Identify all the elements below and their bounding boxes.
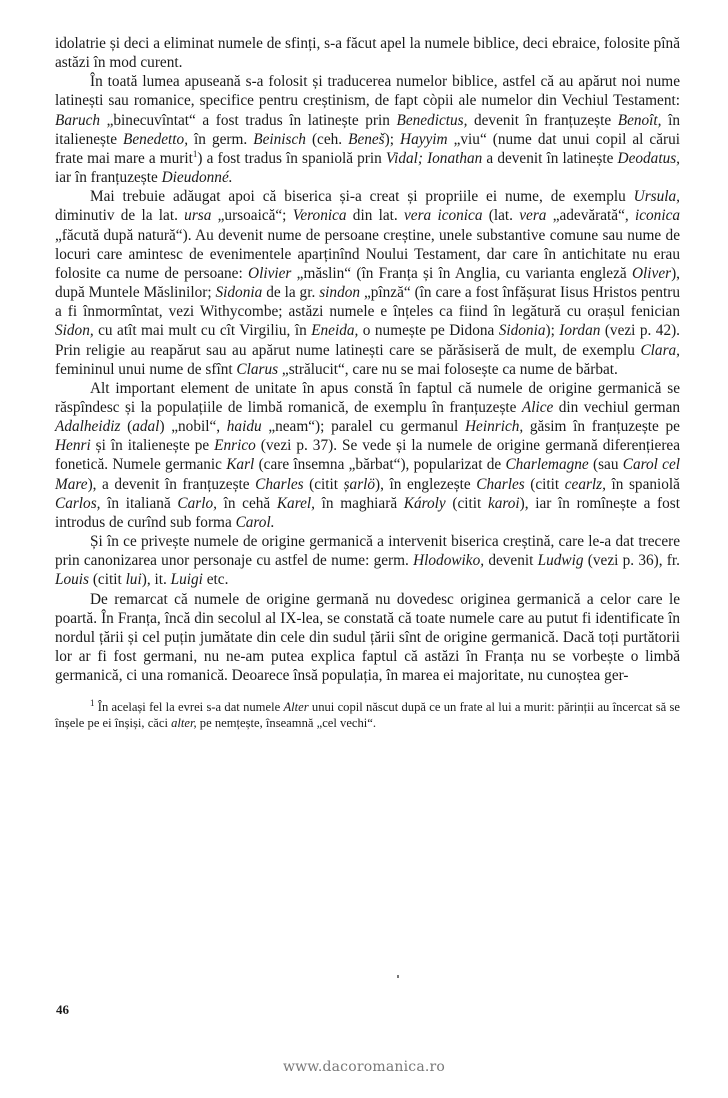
text-run: pe nemțește, înseamnă „cel vechi“. [196, 716, 377, 731]
text-run: găsim în franțuzește pe [523, 418, 680, 436]
italic-term: Sidon, [55, 322, 94, 340]
text-run: din vechiul german [553, 398, 681, 416]
text-run: cu atît mai mult cu cît Virgiliu, în [93, 322, 312, 340]
paragraph [55, 532, 680, 589]
italic-term: Carlo, [177, 494, 217, 512]
text-run: o numește pe Didona [358, 322, 499, 340]
text-run: (lat. [482, 207, 520, 225]
italic-term: Carol cel Mare [55, 456, 680, 493]
italic-term: Sidonia [498, 322, 546, 340]
paragraph [55, 187, 680, 379]
italic-term: Ursula, [633, 188, 680, 206]
text-run: În același fel la evrei s-a dat numele [94, 700, 284, 715]
text-run: „viu“ (nume dat unui copil al cărui frate mai mare a murit [55, 130, 680, 167]
text-run: în italienește [55, 111, 680, 148]
text-run: în maghiară [314, 494, 404, 512]
text-run: De remarcat că numele de origine germană nu dovedesc originea germanică a celor care le poartă. În Franța, încă din secolul al IX-lea, se constată că toate numele care au putut fi identificate în nordul țării și cel puțin jumătate din cele din sudul țării sînt de origine germanică. Dacă toți purtătorii lor ar fi fost germani, nu ne-am putea explica faptul că astăzi în Franța nu se vorbește o limbă germanică, ci una romanică. Deoarece însă populația, în marea ei majoritate, nu cunoștea ger- [55, 590, 680, 685]
italic-term: karoi [487, 494, 520, 512]
text-run: diminutiv de la lat. [55, 207, 185, 225]
italic-term: Alter [283, 700, 309, 715]
text-run: Alt important element de unitate în apus constă în faptul că numele de origine germanică se răspîndesc și la populațiile de limbă romanică, de exemplu în franțuzește [55, 379, 680, 416]
text-run: (citit [445, 494, 488, 512]
text-run: ) „nobil“, [159, 418, 227, 436]
italic-term: Benedetto, [123, 130, 189, 148]
italic-term: lui [125, 571, 142, 589]
text-run: unui copil născut după ce un frate al lui a murit: părinții au încercat să se înșele pe ei înșiși, căci [55, 700, 680, 731]
text-run: ); [384, 130, 401, 148]
italic-term: Oliver [631, 264, 672, 282]
watermark-url: www.dacoromanica.ro [282, 1059, 446, 1075]
text-run: devenit în franțuzește [467, 111, 618, 129]
italic-term: Hayyim [400, 130, 448, 148]
italic-term: Clarus [236, 360, 279, 378]
italic-term: ursa [184, 207, 212, 225]
text-run: „pînză“ (în care a fost înfășurat Iisus Hristos pentru a fi înmormîntat, vezi Withycombe; astăzi numele e înțeles ca fiind în legătură cu orașul fenician [55, 284, 681, 321]
italic-term: Henri [55, 437, 91, 455]
italic-term: haidu [226, 418, 262, 436]
italic-term: șarlö [343, 475, 376, 493]
italic-term: Sidonia [215, 284, 263, 302]
text-run: iar în franțuzește [55, 169, 162, 187]
text-run: (vezi p. 37). Se vede și la numele de origine germană diferențierea fonetică. Numele germanic [55, 437, 680, 474]
italic-term: Hlodowiko, [413, 552, 485, 570]
italic-term: Baruch [55, 111, 101, 129]
text-run: ), iar în romînește a fost introdus de curînd sub forma [55, 494, 681, 531]
italic-term: Eneida, [311, 322, 359, 340]
italic-term: Carlos, [55, 494, 101, 512]
text-run: Mai trebuie adăugat apoi că biserica și-a creat și propriile ei nume, de exemplu [90, 188, 634, 206]
main-text [55, 34, 680, 685]
italic-term: Luigi [170, 571, 203, 589]
italic-term: Charles [255, 475, 304, 493]
italic-term: Dieudonné. [161, 169, 233, 187]
italic-term: Heinrich, [465, 418, 524, 436]
italic-term: Clara, [640, 341, 680, 359]
text-run: (citit [89, 571, 126, 589]
text-run: ), it. [141, 571, 171, 589]
text-run: de la gr. [262, 284, 320, 302]
italic-term: sindon [319, 284, 361, 302]
text-run: etc. [202, 571, 229, 589]
italic-term: Beneš [348, 130, 385, 148]
text-run: idolatrie și deci a eliminat numele de sfinți, s-a făcut apel la numele biblice, deci ebraice, folosite pînă astăzi în mod curent. [55, 35, 680, 72]
italic-term: Benedictus, [396, 111, 468, 129]
italic-term: Karl [226, 456, 255, 474]
text-run: în spaniolă [605, 475, 680, 493]
italic-term: Carol. [235, 513, 275, 531]
italic-term: Olivier [248, 264, 292, 282]
text-run: femininul unui nume de sfînt [55, 360, 237, 378]
text-run: „ursoaică“; [211, 207, 293, 225]
italic-term: Veronica [292, 207, 347, 225]
text-run: „binecuvîntat“ a fost tradus în latinește prin [100, 111, 397, 129]
text-run: ); [545, 322, 560, 340]
italic-term: adal [132, 418, 160, 436]
italic-term: Vidal; Ionathan [385, 149, 483, 167]
text-run: Și în ce privește numele de origine germanică a intervenit biserica creștină, care le-a dat trecere prin canonizarea unor personaje cu astfel de nume: germ. [55, 533, 680, 570]
text-run: în italiană [100, 494, 178, 512]
text-run: ), în englezește [375, 475, 477, 493]
italic-term: Deodatus, [617, 149, 680, 167]
text-run: ( [120, 418, 133, 436]
text-run: „făcută după natură“). Au devenit nume de persoane creștine, unele substantive comune sau nume de locuri care amintesc de evenimentele aparținînd Noului Testament, dar care în antichitate nu erau folosite ca nume de persoane: [55, 226, 680, 282]
text-run: „strălucit“, care nu se mai folosește ca nume de bărbat. [278, 360, 618, 378]
page-number: 46 [56, 1002, 69, 1017]
paragraph [55, 34, 680, 72]
print-mark [397, 975, 399, 978]
text-run: și în italienește pe [90, 437, 215, 455]
text-run: ), a devenit în franțuzește [87, 475, 256, 493]
text-run: „neam“); paralel cu germanul [261, 418, 465, 436]
footnote [55, 699, 680, 731]
italic-term: vera [519, 207, 547, 225]
text-run: În toată lumea apuseană s-a folosit și traducerea numelor biblice, astfel că au apărut noi nume latinești sau romanice, specifice pentru creștinism, de fapt còpii ale numelor din Vechiul Testament: [55, 73, 680, 110]
paragraph [55, 72, 680, 187]
text-run: ) a fost tradus în spaniolă prin [197, 149, 386, 167]
paragraph [55, 379, 680, 532]
text-run: (citit [303, 475, 344, 493]
text-run: din lat. [346, 207, 405, 225]
italic-term: Karel, [276, 494, 315, 512]
italic-term: Beinisch [253, 130, 306, 148]
text-run: (vezi p. 42). Prin religie au reapărut sau au apărut nume latinești care se părăsiseră de mult, de exemplu [55, 322, 681, 359]
italic-term: cearlz, [564, 475, 606, 493]
italic-term: iconica [634, 207, 681, 225]
italic-term: Charles [476, 475, 525, 493]
italic-term: Károly [403, 494, 446, 512]
italic-term: vera iconica [404, 207, 483, 225]
text-run: în germ. [188, 130, 254, 148]
text-run: (vezi p. 36), fr. [583, 552, 680, 570]
italic-term: Iordan [559, 322, 601, 340]
text-run: (citit [524, 475, 565, 493]
italic-term: Louis [55, 571, 90, 589]
italic-term: Charlemagne [505, 456, 589, 474]
italic-term: Adalheidiz [55, 418, 121, 436]
italic-term: alter, [171, 716, 197, 731]
italic-term: Benoît, [617, 111, 662, 129]
text-run: (sau [588, 456, 623, 474]
text-run: în cehă [216, 494, 277, 512]
text-run: „măslin“ (în Franța și în Anglia, cu varianta engleză [291, 264, 632, 282]
text-run: „adevărată“, [546, 207, 635, 225]
text-run: a devenit în latinește [482, 149, 618, 167]
text-run: (care însemna „bărbat“), popularizat de [254, 456, 506, 474]
italic-term: Enrico [214, 437, 256, 455]
italic-term: Alice [521, 398, 554, 416]
paragraph [55, 590, 680, 686]
text-run: devenit [484, 552, 538, 570]
italic-term: Ludwig [537, 552, 584, 570]
footnote-marker: 1 [90, 698, 95, 709]
page-body [55, 34, 680, 731]
text-run: (ceh. [305, 130, 349, 148]
footnote-marker: 1 [192, 148, 198, 159]
text-run: ), după Muntele Măslinilor; [55, 264, 680, 302]
